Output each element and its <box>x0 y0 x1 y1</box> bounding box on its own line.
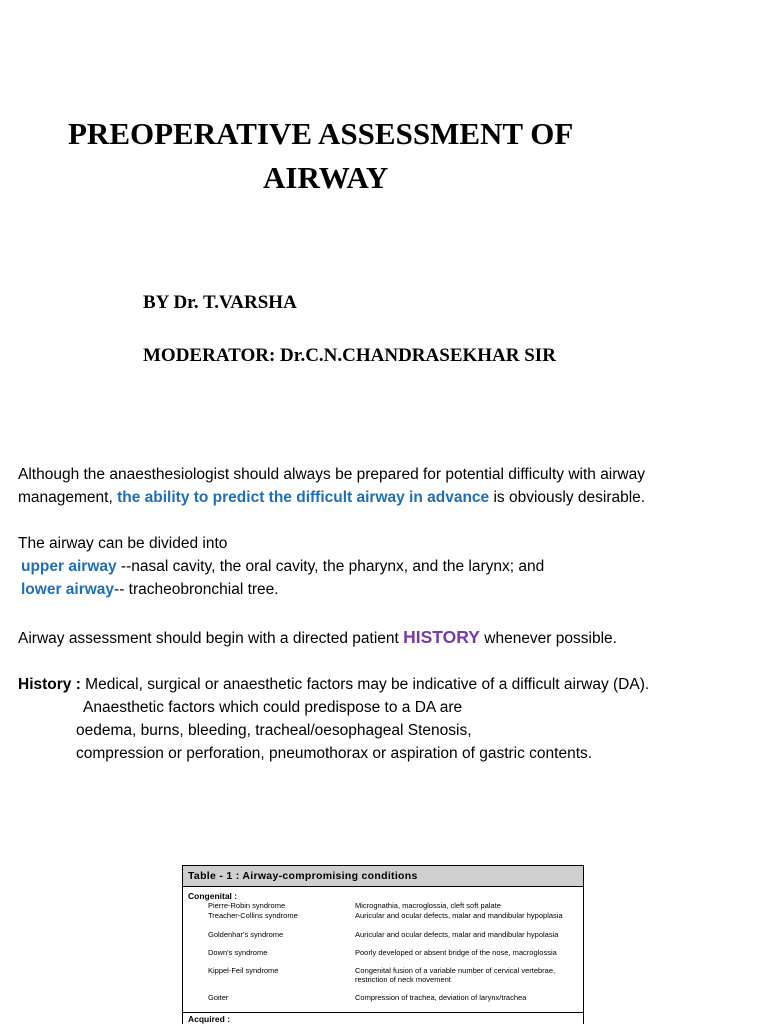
para1-line1: Although the anaesthesiologist should always be prepared for potential difficulty with airway <box>18 466 645 483</box>
condition-cell: Goiter <box>208 993 229 1002</box>
title-line-2: AIRWAY <box>263 160 389 195</box>
table-row <box>183 967 583 994</box>
section-congenital: Congenital : <box>188 891 238 901</box>
condition-cell: Down's syndrome <box>208 948 268 957</box>
lower-airway-line: lower airway-- tracheobronchial tree. <box>21 581 279 598</box>
history-label: History : <box>18 676 81 693</box>
features-cell: Micrognathia, macroglossia, cleft soft palate <box>355 901 501 910</box>
para1-line2: management, the ability to predict the difficult airway in advance is obviously desirable. <box>18 489 646 506</box>
history-line3: oedema, burns, bleeding, tracheal/oesophageal Stenosis, <box>76 722 472 739</box>
lower-airway-label: lower airway <box>21 581 115 598</box>
table-row <box>183 912 583 931</box>
airway-conditions-table <box>182 865 584 1024</box>
upper-airway-label: upper airway <box>21 558 117 575</box>
history-line4: compression or perforation, pneumothorax or aspiration of gastric contents. <box>76 745 593 762</box>
condition-cell: Goldenhar's syndrome <box>208 930 284 939</box>
moderator-line: MODERATOR: Dr.C.N.CHANDRASEKHAR SIR <box>143 345 556 366</box>
table-row <box>183 949 583 967</box>
table-title: Table - 1 : Airway-compromising conditions <box>183 866 583 887</box>
body-text <box>18 463 758 765</box>
condition-cell: Treacher-Collins syndrome <box>208 911 298 920</box>
predict-highlight: the ability to predict the difficult airway in advance <box>117 489 490 506</box>
condition-cell: Pierre-Robin syndrome <box>208 901 286 910</box>
features-cell: Poorly developed or absent bridge of the nose, macroglossia <box>355 948 557 957</box>
author-line: BY Dr. T.VARSHA <box>143 292 297 313</box>
features-cell: Auricular and ocular defects, malar and mandibular hypolasia <box>355 930 559 939</box>
history-line1: History : Medical, surgical or anaesthetic factors may be indicative of a difficult airway (DA). <box>18 676 650 693</box>
condition-cell: Kippel-Feil syndrome <box>208 966 279 975</box>
features-cell: Compression of trachea, deviation of larynx/trachea <box>355 993 527 1002</box>
table-row <box>183 994 583 1012</box>
history-line2: Anaesthetic factors which could predispose to a DA are <box>83 699 463 716</box>
table-row <box>183 931 583 949</box>
upper-airway-line: upper airway --nasal cavity, the oral cavity, the pharynx, and the larynx; and <box>21 558 545 575</box>
para3: Airway assessment should begin with a directed patient HISTORY whenever possible. <box>18 627 617 647</box>
history-highlight: HISTORY <box>403 627 480 647</box>
para2-intro: The airway can be divided into <box>18 535 228 552</box>
features-cell: Congenital fusion of a variable number of cervical vertebrae, restriction of neck movement <box>355 966 556 984</box>
page-title <box>0 112 708 200</box>
features-cell: Auricular and ocular defects, malar and mandibular hypoplasia <box>355 911 563 920</box>
section-acquired: Acquired : <box>183 1012 583 1024</box>
title-line-1: PREOPERATIVE ASSESSMENT OF <box>68 116 574 151</box>
